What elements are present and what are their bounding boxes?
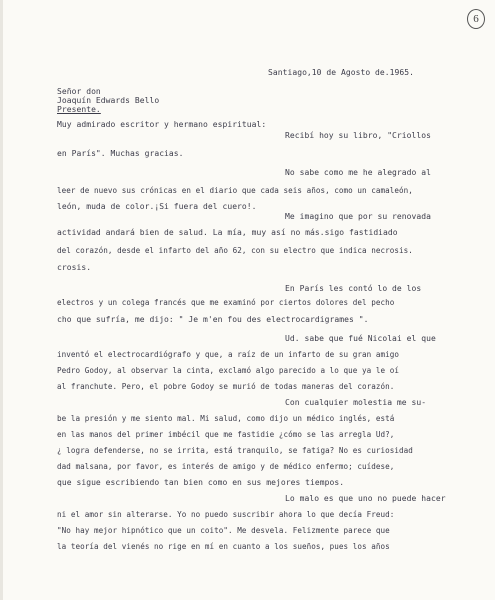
body-line: al franchute. Pero, el pobre Godoy se murió de todas maneras del corazón. [57, 382, 395, 391]
body-line: Recibí hoy su libro, "Criollos [285, 131, 431, 140]
body-line: la teoría del vienés no rige en mí en cuanto a los sueños, pues los años [57, 542, 390, 551]
body-line: inventó el electrocardiógrafo y que, a raíz de un infarto de su gran amigo [57, 350, 400, 359]
body-line: ni el amor sin alterarse. Yo no puedo suscribir ahora lo que decía Freud: [57, 510, 395, 519]
body-line: electros y un colega francés que me examinó por ciertos dolores del pecho [57, 298, 395, 307]
body-line: Con cualquier molestia me su- [285, 398, 427, 407]
body-line: en las manos del primer imbécil que me fastidie ¿cómo se las arregla Ud?, [57, 430, 395, 439]
body-line: Pedro Godoy, al observar la cinta, exclamó algo parecido a lo que ya le oí [57, 366, 400, 375]
salutation: Muy admirado escritor y hermano espiritual: [57, 120, 267, 129]
page-number: 6 [467, 9, 485, 29]
body-line: que sigue escribiendo tan bien como en sus mejores tiempos. [57, 478, 345, 487]
body-line: dad malsana, por favor, es interés de amigo y de médico enfermo; cuídese, [57, 462, 395, 471]
body-line: león, muda de color.¡Si fuera del cuero!. [57, 202, 257, 211]
address-line: Presente. [57, 105, 101, 114]
body-line: No sabe como me he alegrado al [285, 168, 431, 177]
body-line: Lo malo es que uno no puede hacer [285, 494, 446, 503]
address-line: Señor don [57, 87, 101, 96]
body-line: cho que sufría, me dijo: " Je m'en fou des electrocardigrames ". [57, 315, 369, 324]
body-line: En París les contó lo de los [285, 284, 422, 293]
body-line: actividad andará bien de salud. La mía, muy así no más.sigo fastidiado [57, 228, 398, 237]
body-line: leer de nuevo sus crónicas en el diario que cada seis años, como un camaleón, [57, 186, 413, 195]
body-line: "No hay mejor hipnótico que un coito". Me desvela. Felizmente parece que [57, 526, 390, 535]
date-line: Santiago,10 de Agosto de.1965. [268, 68, 414, 77]
body-line: be la presión y me siento mal. Mi salud, como dijo un médico inglés, está [57, 414, 395, 423]
scan-edge [0, 0, 3, 600]
address-line: Joaquín Edwards Bello [57, 96, 160, 105]
body-line: en París". Muchas gracias. [57, 149, 184, 158]
body-line: del corazón, desde el infarto del año 62, con su electro que indica necrosis. [57, 246, 413, 255]
body-line: Me imagino que por su renovada [285, 212, 431, 221]
body-line: crosis. [57, 263, 92, 272]
body-line: ¿ logra defenderse, no se irrita, está tranquilo, se fatiga? No es curiosidad [57, 446, 413, 455]
body-line: Ud. sabe que fué Nicolai el que [285, 334, 436, 343]
